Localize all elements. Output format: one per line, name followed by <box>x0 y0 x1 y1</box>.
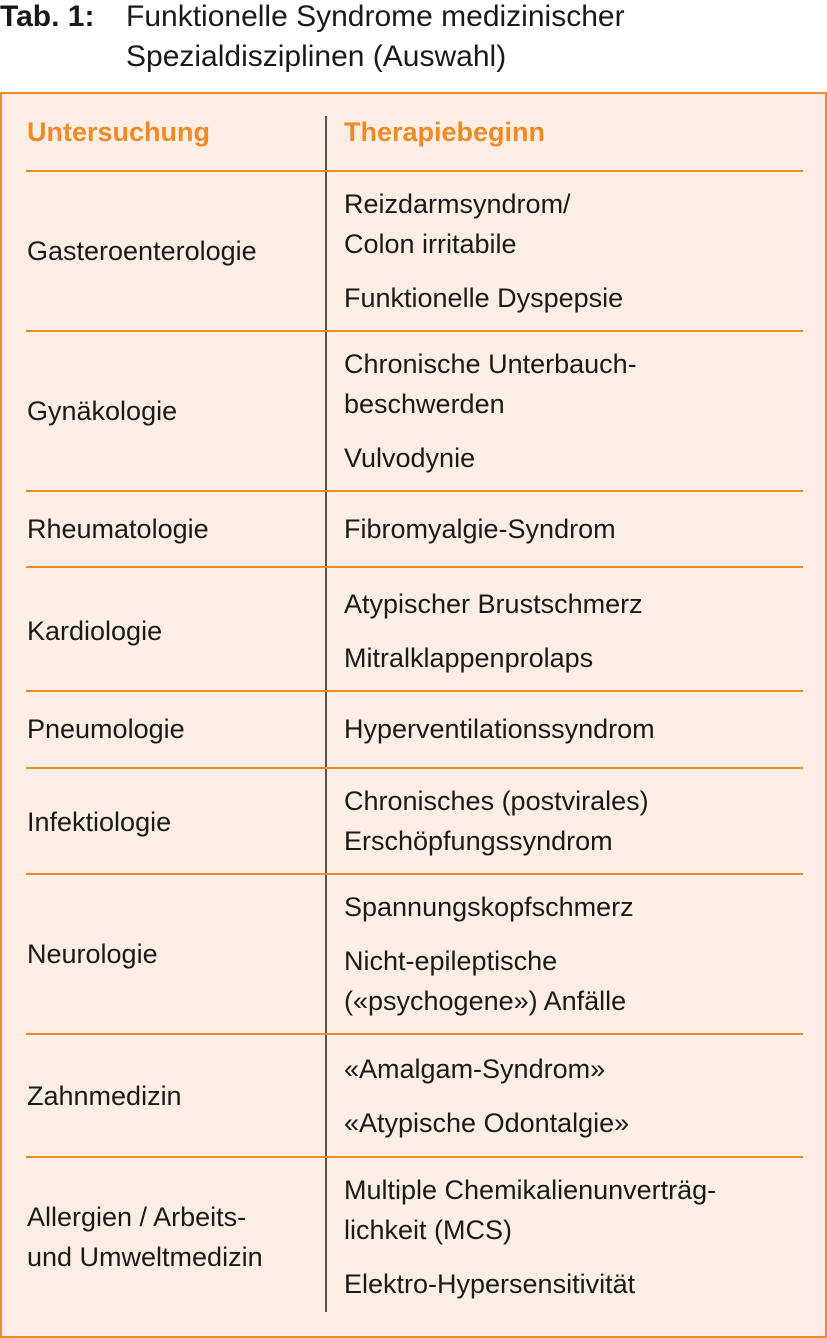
syndrome-text: Chronische Unterbauch- <box>344 349 637 379</box>
discipline-cell <box>27 509 209 549</box>
syndrome-entry <box>344 1264 716 1304</box>
row-divider <box>26 170 803 172</box>
syndrome-text: («psychogene») Anfälle <box>344 986 627 1016</box>
header-untersuchung: Untersuchung <box>27 117 211 147</box>
syndrome-entry <box>344 638 643 678</box>
discipline-text: Gynäkologie <box>27 396 178 426</box>
syndrome-entry <box>344 344 637 424</box>
syndrome-entry <box>344 1103 629 1143</box>
syndrome-text: Colon irritabile <box>344 229 517 259</box>
caption-title-line2: Spezialdisziplinen (Auswahl) <box>126 40 507 73</box>
syndrome-cell <box>344 509 616 549</box>
syndrome-entry <box>344 438 637 478</box>
discipline-cell <box>27 391 177 431</box>
discipline-cell <box>27 231 257 271</box>
syndrome-cell <box>344 184 623 318</box>
syndrome-text: Hyperventilationssyndrom <box>344 714 655 744</box>
syndrome-entry <box>344 887 634 927</box>
syndrome-cell <box>344 1170 716 1304</box>
syndrome-text: Reizdarmsyndrom/ <box>344 189 571 219</box>
syndrome-cell <box>344 781 649 861</box>
row-divider <box>26 873 803 875</box>
syndrome-entry <box>344 184 623 264</box>
syndrome-cell <box>344 1049 629 1143</box>
syndrome-text: Atypischer Brustschmerz <box>344 589 643 619</box>
discipline-text: Kardiologie <box>27 616 163 646</box>
syndrome-table <box>0 92 827 1338</box>
row-divider <box>26 1156 803 1158</box>
syndrome-text: Spannungskopfschmerz <box>344 892 634 922</box>
syndrome-text: Fibromyalgie-Syndrom <box>344 514 616 544</box>
discipline-text: und Umweltmedizin <box>27 1242 263 1272</box>
discipline-text: Pneumologie <box>27 714 185 744</box>
syndrome-text: Chronisches (postvirales) <box>344 786 649 816</box>
syndrome-text: Erschöpfungssyndrom <box>344 826 613 856</box>
caption-title-line1: Funktionelle Syndrome medizinischer <box>126 0 625 33</box>
syndrome-cell <box>344 709 655 749</box>
syndrome-entry <box>344 941 634 1021</box>
syndrome-text: lichkeit (MCS) <box>344 1215 513 1245</box>
caption-label: Tab. 1: <box>0 0 95 33</box>
header-therapiebeginn: Therapiebeginn <box>344 117 546 147</box>
discipline-text: Zahnmedizin <box>27 1081 182 1111</box>
discipline-text: Neurologie <box>27 939 158 969</box>
syndrome-entry <box>344 1049 629 1089</box>
syndrome-text: Multiple Chemikalienunverträg- <box>344 1175 717 1205</box>
syndrome-text: Mitralklappenprolaps <box>344 643 594 673</box>
syndrome-entry <box>344 1170 716 1250</box>
discipline-text: Rheumatologie <box>27 514 209 544</box>
discipline-text: Infektiologie <box>27 807 172 837</box>
row-divider <box>26 566 803 568</box>
syndrome-text: «Amalgam-Syndrom» <box>344 1054 606 1084</box>
row-divider <box>26 490 803 492</box>
discipline-cell <box>27 1076 182 1116</box>
discipline-text: Allergien / Arbeits- <box>27 1202 247 1232</box>
discipline-cell <box>27 611 162 651</box>
syndrome-text: Vulvodynie <box>344 443 476 473</box>
discipline-cell <box>27 802 171 842</box>
syndrome-text: Elektro-Hypersensitivität <box>344 1269 636 1299</box>
row-divider <box>26 1033 803 1035</box>
row-divider <box>26 330 803 332</box>
discipline-cell <box>27 934 158 974</box>
discipline-text: Gasteroenterologie <box>27 236 257 266</box>
column-divider <box>325 116 327 1312</box>
syndrome-cell <box>344 344 637 478</box>
syndrome-entry <box>344 278 623 318</box>
discipline-cell <box>27 709 185 749</box>
syndrome-entry <box>344 584 643 624</box>
row-divider <box>26 690 803 692</box>
syndrome-text: Nicht-epileptische <box>344 946 558 976</box>
syndrome-text: beschwerden <box>344 389 505 419</box>
syndrome-cell <box>344 584 643 678</box>
syndrome-text: Funktionelle Dyspepsie <box>344 283 624 313</box>
syndrome-cell <box>344 887 634 1021</box>
discipline-cell <box>27 1197 263 1277</box>
row-divider <box>26 767 803 769</box>
syndrome-text: «Atypische Odontalgie» <box>344 1108 630 1138</box>
